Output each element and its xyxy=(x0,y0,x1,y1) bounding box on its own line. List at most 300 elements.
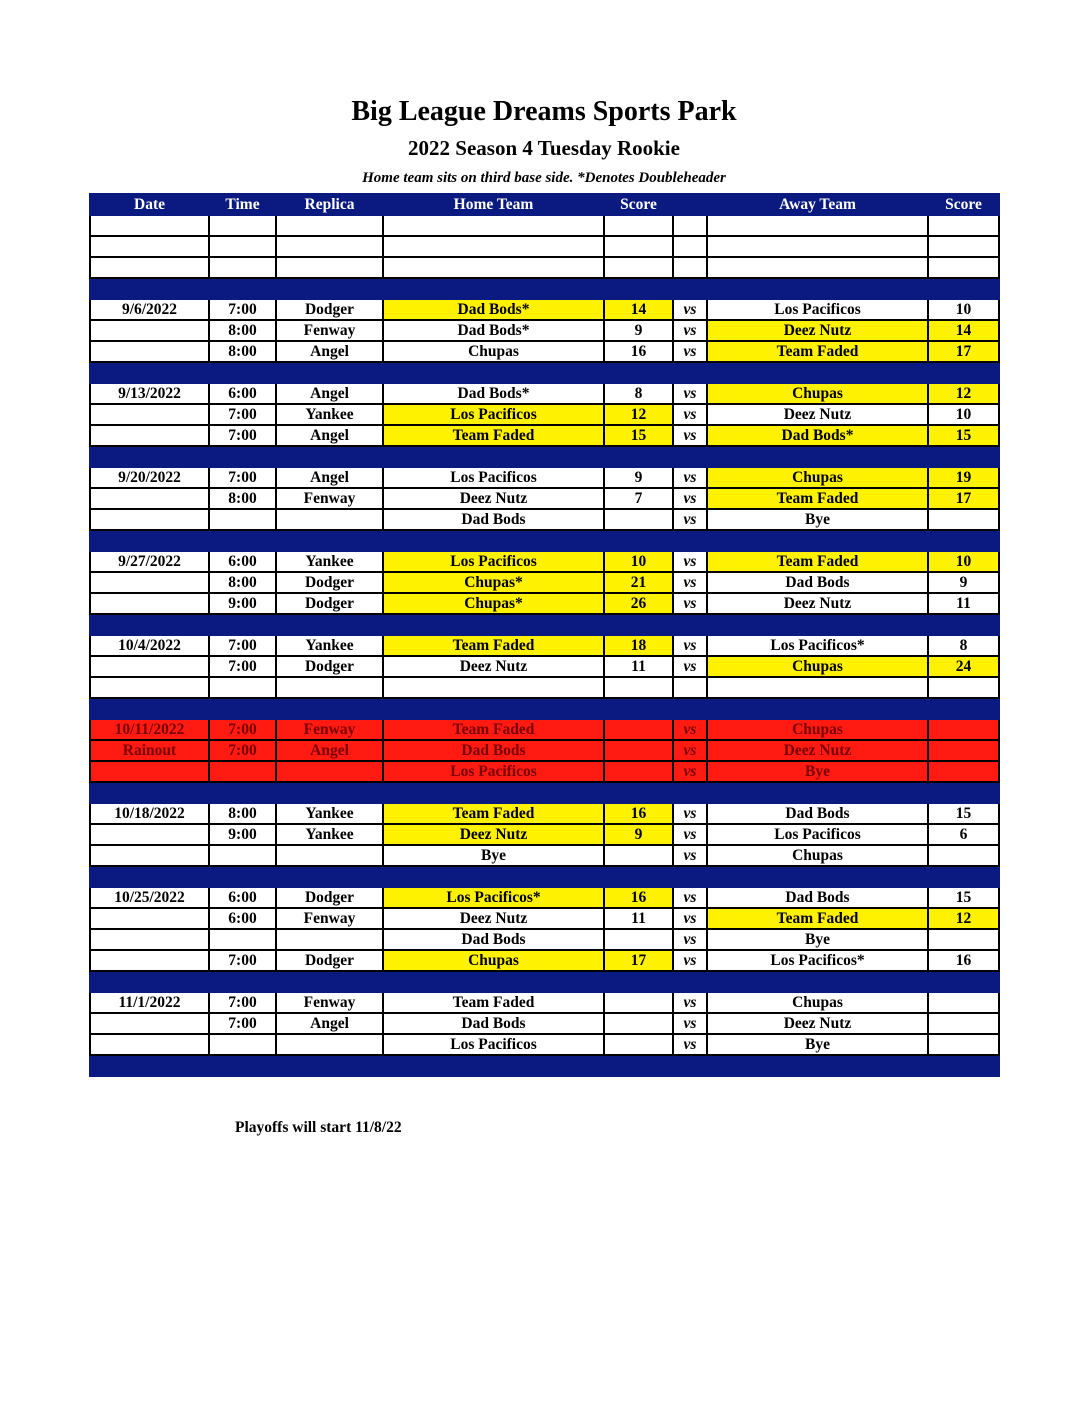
vs-cell xyxy=(673,236,707,257)
time-cell xyxy=(209,215,276,236)
home-team-cell: Dad Bods* xyxy=(383,320,604,341)
vs-cell xyxy=(673,446,707,467)
away-team-cell: Chupas xyxy=(707,383,928,404)
schedule-body xyxy=(90,215,999,1076)
time-cell: 7:00 xyxy=(209,740,276,761)
page-title: Big League Dreams Sports Park xyxy=(351,96,737,127)
home-score-cell: 9 xyxy=(604,467,673,488)
replica-cell xyxy=(276,845,383,866)
time-cell: 7:00 xyxy=(209,719,276,740)
separator-row xyxy=(90,782,999,803)
home-score-cell: 10 xyxy=(604,551,673,572)
home-score-cell: 9 xyxy=(604,320,673,341)
away-score-cell: 17 xyxy=(928,488,999,509)
replica-cell: Fenway xyxy=(276,488,383,509)
blank-row xyxy=(90,677,999,698)
date-cell: Rainout xyxy=(90,740,209,761)
time-cell: 9:00 xyxy=(209,593,276,614)
column-header: Time xyxy=(209,194,276,215)
home-team-cell xyxy=(383,1055,604,1076)
home-team-cell xyxy=(383,698,604,719)
vs-cell: vs xyxy=(673,740,707,761)
date-cell xyxy=(90,425,209,446)
home-score-cell: 16 xyxy=(604,887,673,908)
away-team-cell: Los Pacificos* xyxy=(707,635,928,656)
home-team-cell xyxy=(383,782,604,803)
away-score-cell: 11 xyxy=(928,593,999,614)
separator-row xyxy=(90,530,999,551)
home-team-cell xyxy=(383,677,604,698)
date-cell xyxy=(90,845,209,866)
separator-row xyxy=(90,1055,999,1076)
away-team-cell: Bye xyxy=(707,929,928,950)
home-score-cell: 16 xyxy=(604,803,673,824)
away-score-cell: 8 xyxy=(928,635,999,656)
time-cell xyxy=(209,446,276,467)
away-team-cell: Team Faded xyxy=(707,551,928,572)
replica-cell: Fenway xyxy=(276,992,383,1013)
time-cell: 7:00 xyxy=(209,950,276,971)
home-team-cell: Dad Bods xyxy=(383,509,604,530)
game-row xyxy=(90,467,999,488)
home-score-cell xyxy=(604,740,673,761)
home-score-cell: 17 xyxy=(604,950,673,971)
home-score-cell: 12 xyxy=(604,404,673,425)
home-score-cell xyxy=(604,278,673,299)
away-team-cell: Deez Nutz xyxy=(707,593,928,614)
home-team-cell: Los Pacificos xyxy=(383,551,604,572)
vs-cell xyxy=(673,614,707,635)
replica-cell xyxy=(276,929,383,950)
rainout-row xyxy=(90,740,999,761)
away-team-cell: Los Pacificos xyxy=(707,824,928,845)
away-team-cell xyxy=(707,278,928,299)
home-score-cell xyxy=(604,677,673,698)
away-team-cell: Dad Bods xyxy=(707,572,928,593)
vs-cell xyxy=(673,278,707,299)
home-score-cell xyxy=(604,719,673,740)
date-cell xyxy=(90,404,209,425)
away-score-cell: 14 xyxy=(928,320,999,341)
date-cell xyxy=(90,1013,209,1034)
home-score-cell xyxy=(604,530,673,551)
away-team-cell xyxy=(707,698,928,719)
home-score-cell: 11 xyxy=(604,656,673,677)
away-score-cell: 6 xyxy=(928,824,999,845)
vs-cell: vs xyxy=(673,803,707,824)
date-cell: 9/6/2022 xyxy=(90,299,209,320)
game-row xyxy=(90,383,999,404)
date-cell xyxy=(90,782,209,803)
away-team-cell: Deez Nutz xyxy=(707,1013,928,1034)
blank-row xyxy=(90,236,999,257)
away-score-cell xyxy=(928,446,999,467)
game-row xyxy=(90,1013,999,1034)
blank-row xyxy=(90,215,999,236)
date-cell xyxy=(90,320,209,341)
time-cell: 6:00 xyxy=(209,908,276,929)
away-score-cell xyxy=(928,845,999,866)
separator-row xyxy=(90,698,999,719)
replica-cell xyxy=(276,1034,383,1055)
separator-row xyxy=(90,362,999,383)
replica-cell: Yankee xyxy=(276,635,383,656)
blank-row xyxy=(90,257,999,278)
home-team-cell xyxy=(383,257,604,278)
date-cell xyxy=(90,341,209,362)
away-team-cell: Los Pacificos xyxy=(707,299,928,320)
vs-cell: vs xyxy=(673,845,707,866)
vs-cell xyxy=(673,971,707,992)
date-cell xyxy=(90,257,209,278)
time-cell: 7:00 xyxy=(209,425,276,446)
separator-row xyxy=(90,446,999,467)
vs-cell xyxy=(673,530,707,551)
replica-cell xyxy=(276,236,383,257)
date-cell xyxy=(90,950,209,971)
home-score-cell: 14 xyxy=(604,299,673,320)
home-score-cell xyxy=(604,1055,673,1076)
game-row xyxy=(90,488,999,509)
date-cell: 10/4/2022 xyxy=(90,635,209,656)
home-score-cell: 16 xyxy=(604,341,673,362)
home-team-cell xyxy=(383,866,604,887)
time-cell: 8:00 xyxy=(209,341,276,362)
home-score-cell xyxy=(604,362,673,383)
home-team-cell: Chupas xyxy=(383,341,604,362)
away-team-cell xyxy=(707,530,928,551)
away-team-cell xyxy=(707,971,928,992)
date-cell xyxy=(90,509,209,530)
vs-cell: vs xyxy=(673,509,707,530)
home-score-cell xyxy=(604,782,673,803)
away-team-cell: Deez Nutz xyxy=(707,404,928,425)
time-cell xyxy=(209,782,276,803)
time-cell xyxy=(209,845,276,866)
replica-cell: Dodger xyxy=(276,572,383,593)
vs-cell: vs xyxy=(673,1013,707,1034)
away-team-cell: Deez Nutz xyxy=(707,740,928,761)
replica-cell: Yankee xyxy=(276,803,383,824)
schedule-table xyxy=(89,193,1000,1077)
vs-cell xyxy=(673,866,707,887)
time-cell: 7:00 xyxy=(209,635,276,656)
away-team-cell: Team Faded xyxy=(707,908,928,929)
game-row xyxy=(90,320,999,341)
replica-cell xyxy=(276,761,383,782)
vs-cell: vs xyxy=(673,404,707,425)
date-cell: 10/11/2022 xyxy=(90,719,209,740)
game-row xyxy=(90,887,999,908)
date-cell xyxy=(90,971,209,992)
away-score-cell: 19 xyxy=(928,467,999,488)
vs-cell xyxy=(673,215,707,236)
home-score-cell xyxy=(604,614,673,635)
replica-cell: Angel xyxy=(276,467,383,488)
vs-cell: vs xyxy=(673,719,707,740)
time-cell xyxy=(209,614,276,635)
time-cell xyxy=(209,1034,276,1055)
vs-cell: vs xyxy=(673,887,707,908)
time-cell: 7:00 xyxy=(209,992,276,1013)
separator-row xyxy=(90,278,999,299)
vs-cell: vs xyxy=(673,467,707,488)
replica-cell: Angel xyxy=(276,740,383,761)
away-score-cell xyxy=(928,971,999,992)
home-score-cell xyxy=(604,446,673,467)
away-team-cell: Dad Bods* xyxy=(707,425,928,446)
date-cell: 11/1/2022 xyxy=(90,992,209,1013)
away-score-cell xyxy=(928,719,999,740)
replica-cell xyxy=(276,614,383,635)
away-score-cell xyxy=(928,761,999,782)
replica-cell xyxy=(276,866,383,887)
away-score-cell xyxy=(928,215,999,236)
home-score-cell: 21 xyxy=(604,572,673,593)
home-score-cell: 7 xyxy=(604,488,673,509)
separator-row xyxy=(90,971,999,992)
away-team-cell: Team Faded xyxy=(707,341,928,362)
away-team-cell: Bye xyxy=(707,761,928,782)
column-header: Score xyxy=(928,194,999,215)
vs-cell: vs xyxy=(673,320,707,341)
home-team-cell: Team Faded xyxy=(383,803,604,824)
home-team-cell xyxy=(383,236,604,257)
replica-cell xyxy=(276,446,383,467)
replica-cell: Yankee xyxy=(276,824,383,845)
date-cell xyxy=(90,593,209,614)
game-row xyxy=(90,656,999,677)
rainout-row xyxy=(90,719,999,740)
home-team-cell xyxy=(383,614,604,635)
time-cell xyxy=(209,971,276,992)
game-row xyxy=(90,635,999,656)
replica-cell: Dodger xyxy=(276,593,383,614)
date-cell: 10/18/2022 xyxy=(90,803,209,824)
replica-cell: Angel xyxy=(276,1013,383,1034)
away-score-cell xyxy=(928,698,999,719)
away-team-cell: Bye xyxy=(707,1034,928,1055)
home-team-cell: Dad Bods* xyxy=(383,383,604,404)
vs-cell xyxy=(673,362,707,383)
home-team-cell: Deez Nutz xyxy=(383,488,604,509)
time-cell: 6:00 xyxy=(209,887,276,908)
home-team-cell: Los Pacificos xyxy=(383,761,604,782)
away-score-cell xyxy=(928,257,999,278)
vs-cell: vs xyxy=(673,761,707,782)
home-team-cell xyxy=(383,362,604,383)
time-cell xyxy=(209,236,276,257)
away-score-cell: 24 xyxy=(928,656,999,677)
date-cell xyxy=(90,677,209,698)
time-cell xyxy=(209,761,276,782)
time-cell xyxy=(209,698,276,719)
rainout-row xyxy=(90,761,999,782)
date-cell xyxy=(90,362,209,383)
away-team-cell xyxy=(707,677,928,698)
away-team-cell xyxy=(707,236,928,257)
date-cell xyxy=(90,614,209,635)
vs-cell: vs xyxy=(673,950,707,971)
date-cell xyxy=(90,761,209,782)
game-row xyxy=(90,950,999,971)
replica-cell: Yankee xyxy=(276,404,383,425)
column-header: Away Team xyxy=(707,194,928,215)
footer-note: Playoffs will start 11/8/22 xyxy=(235,1119,402,1136)
away-score-cell: 12 xyxy=(928,383,999,404)
replica-cell xyxy=(276,215,383,236)
vs-cell: vs xyxy=(673,824,707,845)
away-score-cell xyxy=(928,278,999,299)
away-score-cell: 10 xyxy=(928,404,999,425)
game-row xyxy=(90,299,999,320)
home-team-cell: Team Faded xyxy=(383,425,604,446)
home-team-cell: Chupas* xyxy=(383,572,604,593)
replica-cell xyxy=(276,362,383,383)
game-row xyxy=(90,908,999,929)
time-cell: 7:00 xyxy=(209,467,276,488)
replica-cell: Dodger xyxy=(276,950,383,971)
replica-cell xyxy=(276,530,383,551)
replica-cell xyxy=(276,278,383,299)
away-score-cell: 17 xyxy=(928,341,999,362)
away-team-cell xyxy=(707,215,928,236)
vs-cell: vs xyxy=(673,572,707,593)
time-cell xyxy=(209,278,276,299)
home-team-cell: Team Faded xyxy=(383,635,604,656)
home-score-cell xyxy=(604,236,673,257)
replica-cell xyxy=(276,257,383,278)
replica-cell: Yankee xyxy=(276,551,383,572)
vs-cell: vs xyxy=(673,929,707,950)
vs-cell: vs xyxy=(673,299,707,320)
replica-cell: Dodger xyxy=(276,299,383,320)
home-team-cell xyxy=(383,215,604,236)
away-team-cell: Bye xyxy=(707,509,928,530)
date-cell xyxy=(90,656,209,677)
away-score-cell xyxy=(928,782,999,803)
replica-cell: Dodger xyxy=(276,887,383,908)
away-score-cell xyxy=(928,1013,999,1034)
game-row xyxy=(90,992,999,1013)
home-team-cell xyxy=(383,530,604,551)
away-score-cell: 9 xyxy=(928,572,999,593)
home-score-cell xyxy=(604,215,673,236)
home-score-cell xyxy=(604,257,673,278)
game-row xyxy=(90,845,999,866)
away-team-cell: Chupas xyxy=(707,719,928,740)
date-cell: 10/25/2022 xyxy=(90,887,209,908)
date-cell xyxy=(90,866,209,887)
game-row xyxy=(90,404,999,425)
home-score-cell: 15 xyxy=(604,425,673,446)
home-score-cell: 8 xyxy=(604,383,673,404)
game-row xyxy=(90,1034,999,1055)
vs-cell: vs xyxy=(673,341,707,362)
replica-cell: Fenway xyxy=(276,719,383,740)
column-header: Date xyxy=(90,194,209,215)
replica-cell xyxy=(276,782,383,803)
away-score-cell: 16 xyxy=(928,950,999,971)
game-row xyxy=(90,929,999,950)
away-score-cell xyxy=(928,929,999,950)
home-team-cell: Dad Bods* xyxy=(383,299,604,320)
game-row xyxy=(90,509,999,530)
away-team-cell xyxy=(707,257,928,278)
away-team-cell: Chupas xyxy=(707,992,928,1013)
vs-cell xyxy=(673,782,707,803)
time-cell xyxy=(209,362,276,383)
home-team-cell: Deez Nutz xyxy=(383,824,604,845)
vs-cell: vs xyxy=(673,551,707,572)
date-cell: 9/27/2022 xyxy=(90,551,209,572)
time-cell: 7:00 xyxy=(209,299,276,320)
date-cell xyxy=(90,446,209,467)
vs-cell: vs xyxy=(673,635,707,656)
replica-cell xyxy=(276,1055,383,1076)
home-team-cell: Los Pacificos* xyxy=(383,887,604,908)
home-score-cell xyxy=(604,845,673,866)
date-cell xyxy=(90,236,209,257)
replica-cell xyxy=(276,677,383,698)
separator-row xyxy=(90,866,999,887)
time-cell: 9:00 xyxy=(209,824,276,845)
replica-cell: Fenway xyxy=(276,908,383,929)
away-score-cell: 15 xyxy=(928,803,999,824)
home-team-cell: Dad Bods xyxy=(383,740,604,761)
away-team-cell: Team Faded xyxy=(707,488,928,509)
game-row xyxy=(90,824,999,845)
away-score-cell xyxy=(928,992,999,1013)
away-score-cell xyxy=(928,362,999,383)
home-score-cell xyxy=(604,866,673,887)
time-cell: 8:00 xyxy=(209,572,276,593)
away-team-cell: Chupas xyxy=(707,467,928,488)
header-row xyxy=(90,194,999,215)
replica-cell: Angel xyxy=(276,341,383,362)
home-score-cell xyxy=(604,992,673,1013)
time-cell xyxy=(209,929,276,950)
time-cell: 7:00 xyxy=(209,656,276,677)
away-team-cell: Los Pacificos* xyxy=(707,950,928,971)
vs-cell xyxy=(673,698,707,719)
home-team-cell xyxy=(383,446,604,467)
replica-cell: Angel xyxy=(276,425,383,446)
away-score-cell: 10 xyxy=(928,299,999,320)
date-cell xyxy=(90,488,209,509)
replica-cell xyxy=(276,509,383,530)
home-team-cell: Los Pacificos xyxy=(383,467,604,488)
away-score-cell xyxy=(928,509,999,530)
away-team-cell xyxy=(707,1055,928,1076)
time-cell xyxy=(209,509,276,530)
away-team-cell xyxy=(707,866,928,887)
home-team-cell: Deez Nutz xyxy=(383,908,604,929)
home-score-cell: 11 xyxy=(604,908,673,929)
home-team-cell: Bye xyxy=(383,845,604,866)
date-cell xyxy=(90,824,209,845)
vs-cell: vs xyxy=(673,593,707,614)
time-cell xyxy=(209,257,276,278)
page-note: Home team sits on third base side. *Denotes Doubleheader xyxy=(362,170,726,186)
home-score-cell xyxy=(604,509,673,530)
away-team-cell: Chupas xyxy=(707,656,928,677)
away-team-cell: Dad Bods xyxy=(707,887,928,908)
date-cell xyxy=(90,908,209,929)
home-team-cell: Team Faded xyxy=(383,992,604,1013)
date-cell xyxy=(90,929,209,950)
vs-cell: vs xyxy=(673,383,707,404)
